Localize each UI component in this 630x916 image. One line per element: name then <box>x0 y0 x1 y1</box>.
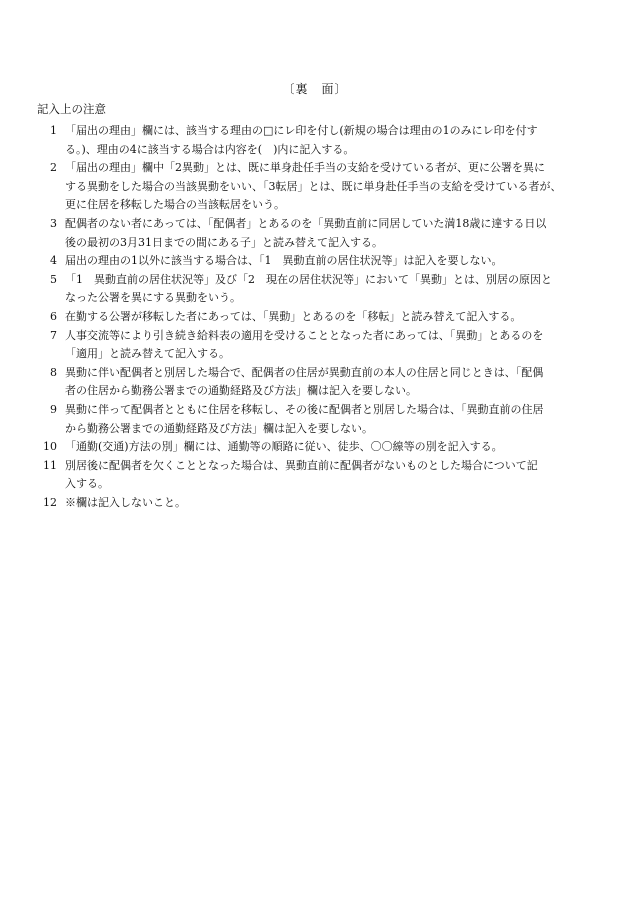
note-text: 「届出の理由」欄には、該当する理由の□にレ印を付し(新規の場合は理由の1のみにレ印を付す る。)、理由の4に該当する場合は内容を( )内に記入する。 <box>65 124 538 156</box>
note-text: 在勤する公署が移転した者にあっては、「異動」とあるのを「移転」と読み替えて記入する。 <box>65 309 522 323</box>
note-item <box>37 271 590 308</box>
note-number: 4 <box>50 254 57 268</box>
note-number: 3 <box>50 216 57 230</box>
note-text: 「通勤(交通)方法の別」欄には、通勤等の順路に従い、徒歩、〇〇線等の別を記入する。 <box>65 440 503 454</box>
note-item <box>37 159 590 215</box>
note-number: 8 <box>50 365 57 379</box>
note-number: 10 <box>43 440 57 454</box>
note-text: 配偶者のない者にあっては、「配偶者」とあるのを「異動直前に同居していた満18歳に達する日以 後の最初の3月31日までの間にある子」と読み替えて記入する。 <box>65 216 547 249</box>
note-item <box>37 122 590 159</box>
note-item <box>37 215 590 252</box>
note-item <box>37 494 590 513</box>
note-number: 11 <box>43 458 57 472</box>
note-text: 異動に伴って配偶者とともに住居を移転し、その後に配偶者と別居した場合は、「異動直前の住居 から勤務公署までの通勤経路及び方法」欄は記入を要しない。 <box>65 402 544 435</box>
note-item <box>37 364 590 401</box>
note-text: 異動に伴い配偶者と別居した場合で、配偶者の住居が異動直前の本人の住居と同じときは、「配偶 者の住居から勤務公署までの通勤経路及び方法」欄は記入を要しない。 <box>65 365 544 398</box>
note-text: 「届出の理由」欄中「2異動」とは、既に単身赴任手当の支給を受けている者が、更に公署を異に する異動をした場合の当該異動をいい、「3転居」とは、既に単身赴任手当の支給を受けている者が、 更に住居を移転した場合の当該転居をいう。 <box>65 161 562 212</box>
note-item <box>37 457 590 494</box>
section-title: 記入上の注意 <box>37 102 106 116</box>
note-number: 5 <box>50 272 57 286</box>
note-number: 2 <box>50 161 57 175</box>
note-text: ※欄は記入しないこと。 <box>65 495 186 509</box>
note-text: 「1 異動直前の居住状況等」及び「2 現在の居住状況等」において「異動」とは、別居の原因と なった公署を異にする異動をいう。 <box>65 272 552 305</box>
note-number: 1 <box>50 124 57 137</box>
note-text: 届出の理由の1以外に該当する場合は、「1 異動直前の居住状況等」は記入を要しない。 <box>65 254 503 268</box>
note-text: 人事交流等により引き続き給料表の適用を受けることとなった者にあっては、「異動」とあるのを 「適用」と読み替えて記入する。 <box>65 328 544 361</box>
note-item <box>37 438 590 457</box>
note-number: 9 <box>50 402 57 416</box>
page-heading: 〔裏 面〕 <box>282 82 348 96</box>
note-text: 別居後に配偶者を欠くこととなった場合は、異動直前に配偶者がないものとした場合について記 入する。 <box>65 458 538 491</box>
note-item <box>37 252 590 271</box>
note-number: 6 <box>50 309 57 323</box>
note-number: 12 <box>43 495 57 509</box>
notes-list <box>37 122 590 512</box>
note-item <box>37 308 590 327</box>
note-number: 7 <box>50 328 57 342</box>
note-item <box>37 401 590 438</box>
note-item <box>37 327 590 364</box>
